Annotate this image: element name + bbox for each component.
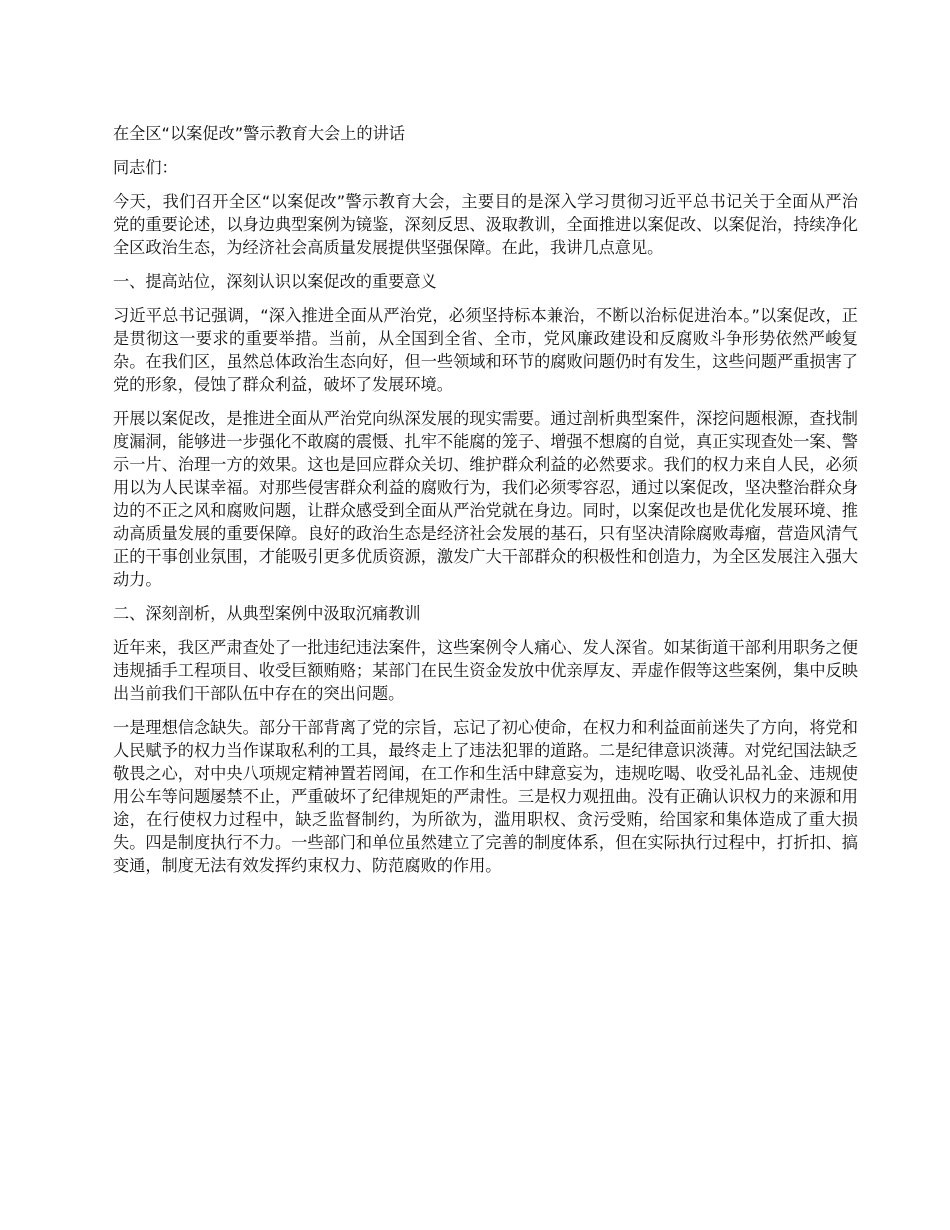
intro-paragraph: 今天，我们召开全区“以案促改”警示教育大会，主要目的是深入学习贯彻习近平总书记关于全面从严治党的重要论述，以身边典型案例为镜鉴，深刻反思、汲取教训，全面推进以案促改、以案促治，持续净化全区政治生态，为经济社会高质量发展提供坚强保障。在此，我讲几点意见。 xyxy=(113,192,858,257)
section-heading-2: 二、深刻剖析，从典型案例中汲取沉痛教训 xyxy=(113,604,421,623)
document-page xyxy=(113,122,858,888)
body-paragraph: 近年来，我区严肃查处了一批违纪违法案件，这些案例令人痛心、发人深省。如某街道干部利用职务之便违规插手工程项目、收受巨额贿赂；某部门在民生资金发放中优亲厚友、弄虚作假等这些案例，集中反映出当前我们干部队伍中存在的突出问题。 xyxy=(113,638,858,703)
salutation: 同志们： xyxy=(113,158,178,177)
document-title: 在全区“以案促改”警示教育大会上的讲话 xyxy=(113,124,405,143)
body-paragraph: 习近平总书记强调，“深入推进全面从严治党，必须坚持标本兼治，不断以治标促进治本。”以案促改，正是贯彻这一要求的重要举措。当前，从全国到全省、全市，党风廉政建设和反腐败斗争形势依然严峻复杂。在我们区，虽然总体政治生态向好，但一些领域和环节的腐败问题仍时有发生，这些问题严重损害了党的形象，侵蚀了群众利益，破坏了发展环境。 xyxy=(113,306,858,394)
body-paragraph: 一是理想信念缺失。部分干部背离了党的宗旨，忘记了初心使命，在权力和利益面前迷失了方向，将党和人民赋予的权力当作谋取私利的工具，最终走上了违法犯罪的道路。二是纪律意识淡薄。对党纪国法缺乏敬畏之心，对中央八项规定精神置若罔闻，在工作和生活中肆意妄为，违规吃喝、收受礼品礼金、违规使用公车等问题屡禁不止，严重破坏了纪律规矩的严肃性。三是权力观扭曲。没有正确认识权力的来源和用途，在行使权力过程中，缺乏监督制约，为所欲为，滥用职权、贪污受贿，给国家和集体造成了重大损失。四是制度执行不力。一些部门和单位虽然建立了完善的制度体系，但在实际执行过程中，打折扣、搞变通，制度无法有效发挥约束权力、防范腐败的作用。 xyxy=(113,718,858,875)
body-paragraph: 开展以案促改，是推进全面从严治党向纵深发展的现实需要。通过剖析典型案件，深挖问题根源，查找制度漏洞，能够进一步强化不敢腐的震慑、扎牢不能腐的笼子、增强不想腐的自觉，真正实现查处一案、警示一片、治理一方的效果。这也是回应群众关切、维护群众利益的必然要求。我们的权力来自人民，必须用以为人民谋幸福。对那些侵害群众利益的腐败行为，我们必须零容忍，通过以案促改，坚决整治群众身边的不正之风和腐败问题，让群众感受到全面从严治党就在身边。同时，以案促改也是优化发展环境、推动高质量发展的重要保障。良好的政治生态是经济社会发展的基石，只有坚决清除腐败毒瘤，营造风清气正的干事创业氛围，才能吸引更多优质资源，激发广大干部群众的积极性和创造力，为全区发展注入强大动力。 xyxy=(113,409,858,589)
section-heading-1: 一、提高站位，深刻认识以案促改的重要意义 xyxy=(113,272,437,291)
